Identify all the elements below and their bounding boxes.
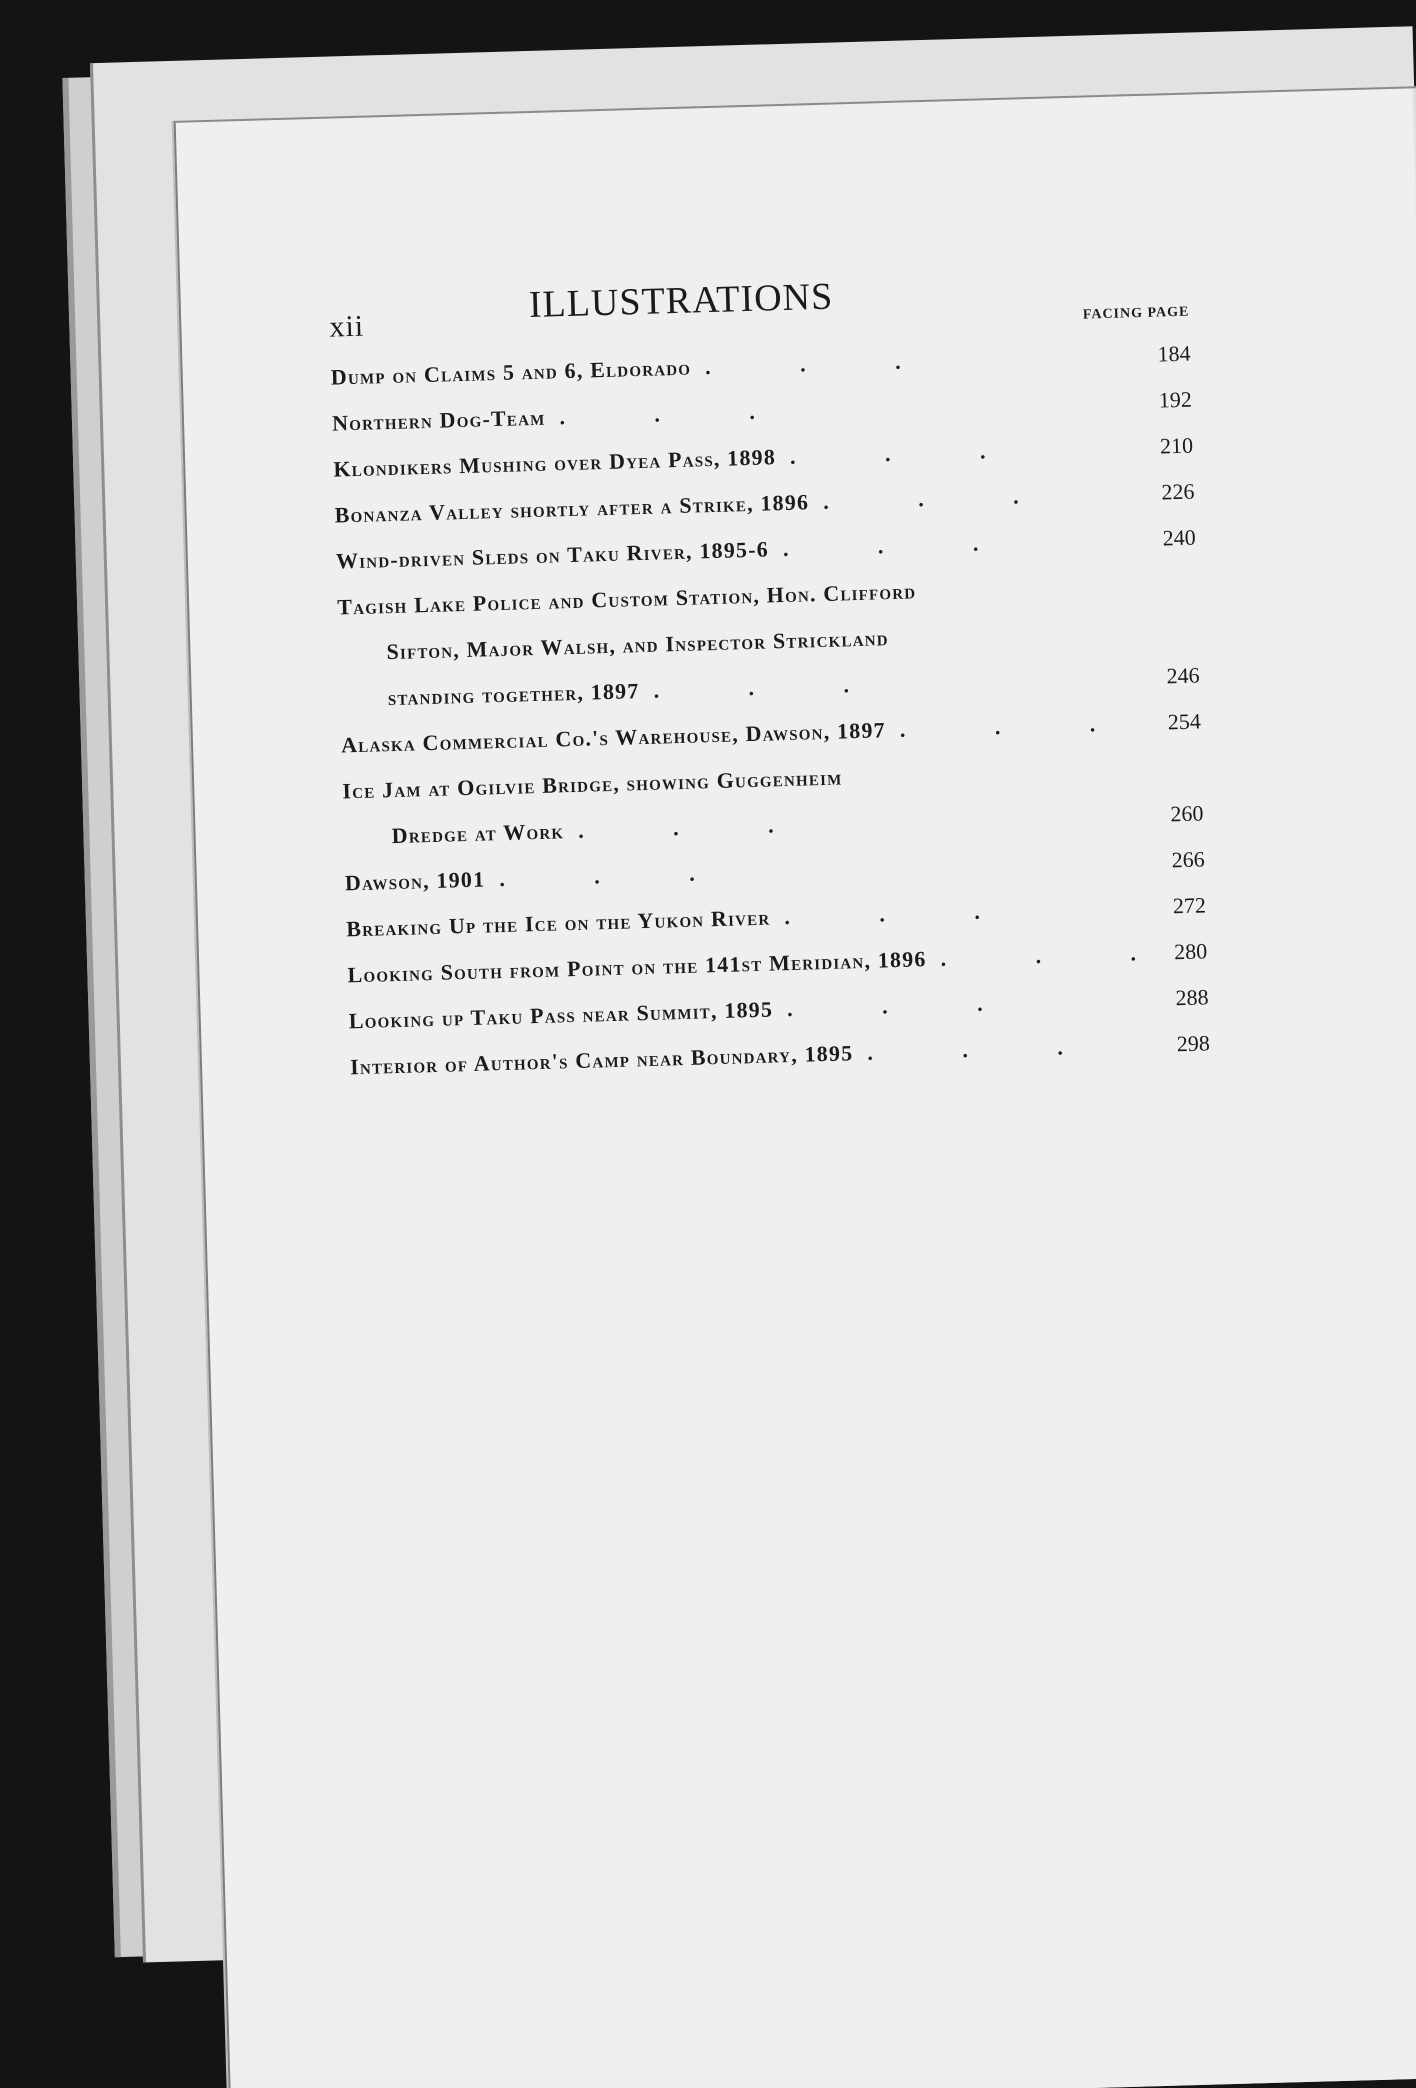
dot-leader: . . .: [559, 397, 798, 430]
facing-page-number: 226: [1161, 478, 1195, 505]
dot-leader: . . .: [704, 347, 943, 380]
illustration-caption: Breaking Up the Ice on the Yukon River: [345, 904, 771, 942]
spine-shadow: [1411, 88, 1416, 2078]
facing-page-number: 298: [1176, 1030, 1211, 1057]
illustration-caption: Looking up Taku Pass near Summit, 1895: [348, 996, 774, 1034]
dot-leader: . . .: [498, 859, 737, 892]
dot-leader: . . .: [783, 897, 1023, 930]
illustration-caption: Dredge at Work: [391, 818, 565, 849]
illustration-caption: Northern Dog-Team: [331, 404, 546, 436]
dot-leader: . . .: [782, 529, 1021, 562]
dot-leader: . . .: [789, 437, 1028, 469]
illustration-caption: Dump on Claims 5 and 6, Eldorado: [330, 354, 692, 390]
facing-page-number: 184: [1157, 340, 1191, 367]
facing-page-label: FACING PAGE: [1082, 304, 1190, 323]
facing-page-number: 240: [1162, 524, 1196, 551]
dot-leader: . . .: [786, 989, 1025, 1022]
dot-leader: . . .: [822, 482, 1061, 514]
facing-page-number: 254: [1167, 708, 1202, 735]
illustration-caption: Klondikers Mushing over Dyea Pass, 1898: [333, 444, 777, 482]
illustration-caption: standing together, 1897: [387, 678, 640, 711]
dot-leader: . . .: [653, 671, 892, 703]
facing-page-number: 260: [1170, 800, 1204, 827]
illustration-caption: Alaska Commercial Co.'s Warehouse, Dawson, 1897: [340, 717, 887, 758]
facing-page-number: 210: [1159, 432, 1194, 459]
facing-page-number: 246: [1166, 662, 1200, 689]
page-title: ILLUSTRATIONS: [528, 275, 834, 327]
dot-leader: . . .: [866, 1033, 1106, 1065]
illustration-caption: Bonanza Valley shortly after a Strike, 1896: [334, 489, 810, 528]
dot-leader: . . .: [940, 939, 1179, 971]
facing-page-number: 280: [1173, 938, 1208, 965]
illustration-caption: Sifton, Major Walsh, and Inspector Strickland: [386, 625, 890, 665]
facing-page-number: 266: [1171, 846, 1205, 873]
facing-page-number: 272: [1172, 892, 1207, 919]
illustration-caption: Dawson, 1901: [344, 866, 486, 896]
dot-leader: . . .: [899, 710, 1138, 742]
facing-page-number: 192: [1158, 386, 1193, 413]
illustrations-list-content: [328, 265, 1210, 1091]
dot-leader: . . .: [577, 811, 816, 843]
illustration-caption: Wind-driven Sleds on Taku River, 1895-6: [335, 536, 770, 574]
illustration-caption: Tagish Lake Police and Custom Station, Hon. Clifford: [336, 578, 917, 620]
illustrations-list: [330, 331, 1210, 1091]
illustration-caption: Interior of Author's Camp near Boundary, 1895: [349, 1040, 854, 1080]
facing-page-number: 288: [1175, 984, 1209, 1011]
page-number: xii: [328, 309, 365, 344]
illustration-caption: Looking South from Point on the 141st Meridian, 1896: [347, 946, 927, 988]
book-page-stack: [62, 26, 1416, 2088]
illustration-caption: Ice Jam at Ogilvie Bridge, showing Guggenheim: [342, 764, 843, 804]
